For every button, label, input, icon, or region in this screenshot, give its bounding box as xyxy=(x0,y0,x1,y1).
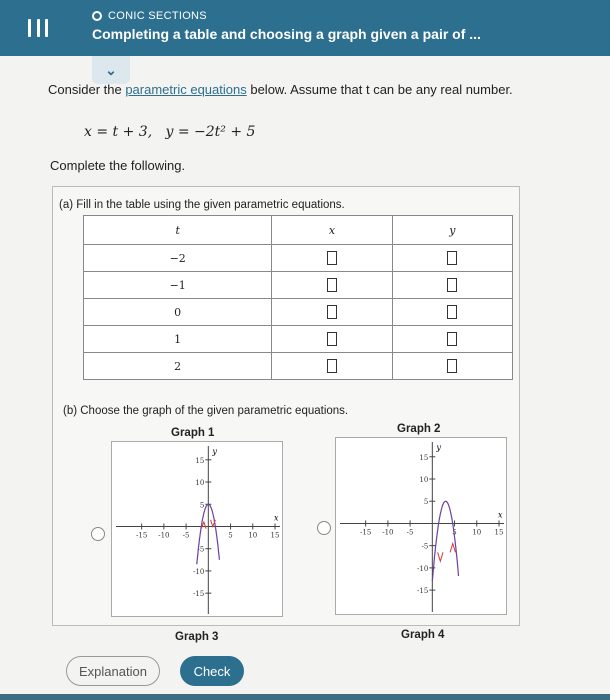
x-answer-input[interactable] xyxy=(327,305,337,319)
x-tick-label: 10 xyxy=(472,528,482,537)
value-table xyxy=(83,215,513,380)
x-axis-label: x xyxy=(274,513,279,523)
y-tick-label: -10 xyxy=(417,564,429,573)
y-answer-cell xyxy=(392,272,512,299)
instruction-text: Complete the following. xyxy=(50,158,186,173)
table-header-0: t xyxy=(84,216,272,245)
top-bar xyxy=(0,0,610,56)
x-answer-cell xyxy=(272,299,392,326)
t-value: 1 xyxy=(84,326,272,353)
x-answer-input[interactable] xyxy=(327,332,337,346)
y-tick-label: 15 xyxy=(419,453,429,462)
y-answer-input[interactable] xyxy=(447,251,457,265)
y-tick-label: 15 xyxy=(195,456,205,465)
y-tick-label: -15 xyxy=(193,590,205,599)
x-tick-label: -15 xyxy=(360,528,372,537)
x-tick-label: 5 xyxy=(228,531,233,540)
y-tick-label: -5 xyxy=(197,545,205,554)
y-tick-label: 5 xyxy=(423,498,429,507)
t-value: −2 xyxy=(84,245,272,272)
y-axis-label: y xyxy=(436,443,441,452)
table-row xyxy=(84,353,513,380)
x-tick-label: -10 xyxy=(382,528,394,537)
x-answer-cell xyxy=(272,326,392,353)
x-tick-label: -5 xyxy=(182,531,190,540)
table-header-2: y xyxy=(392,216,512,245)
x-tick-label: 5 xyxy=(452,528,457,537)
question-box xyxy=(52,186,520,643)
equation-y: y = −2t² + 5 xyxy=(165,124,256,140)
x-answer-input[interactable] xyxy=(327,278,337,292)
y-tick-label: 5 xyxy=(199,501,205,510)
intro-text: Consider the parametric equations below. Assume that t can be any real number. xyxy=(48,82,513,97)
parametric-equations-link[interactable]: parametric equations xyxy=(125,82,247,97)
y-tick-label: 10 xyxy=(419,475,429,484)
check-button[interactable]: Check xyxy=(180,656,244,686)
graph-2 xyxy=(336,438,508,616)
y-answer-input[interactable] xyxy=(447,332,457,346)
x-answer-cell xyxy=(272,353,392,380)
x-answer-cell xyxy=(272,272,392,299)
y-answer-cell xyxy=(392,245,512,272)
y-tick-label: -5 xyxy=(421,542,429,551)
t-value: 0 xyxy=(84,299,272,326)
table-row xyxy=(84,299,513,326)
y-axis-label: y xyxy=(212,447,217,456)
graph-1 xyxy=(112,442,284,618)
part-a-label: (a) Fill in the table using the given parametric equations. xyxy=(59,199,345,211)
y-answer-cell xyxy=(392,299,512,326)
direction-arrow xyxy=(438,552,443,561)
table-row xyxy=(84,245,513,272)
graph-2-frame[interactable] xyxy=(335,437,507,615)
y-answer-input[interactable] xyxy=(447,359,457,373)
table-row xyxy=(84,326,513,353)
x-tick-label: -5 xyxy=(406,528,414,537)
explanation-button[interactable]: Explanation xyxy=(66,656,160,686)
equation xyxy=(84,124,255,140)
table-row xyxy=(84,272,513,299)
part-b-label: (b) Choose the graph of the given parametric equations. xyxy=(63,405,349,417)
graph-2-radio[interactable] xyxy=(317,521,331,535)
x-axis-label: x xyxy=(498,510,503,520)
x-answer-input[interactable] xyxy=(327,251,337,265)
equation-x: x = t + 3, xyxy=(84,124,153,140)
lesson-title: Completing a table and choosing a graph given a pair of ... xyxy=(92,26,481,42)
graph-3-title: Graph 3 xyxy=(175,631,219,643)
x-tick-label: -15 xyxy=(136,531,148,540)
x-tick-label: 10 xyxy=(248,531,258,540)
graph-1-radio[interactable] xyxy=(91,527,105,541)
x-tick-label: 15 xyxy=(270,531,280,540)
progress-circle-icon xyxy=(92,11,102,21)
y-answer-cell xyxy=(392,353,512,380)
graph-2-title: Graph 2 xyxy=(397,423,441,435)
t-value: 2 xyxy=(84,353,272,380)
y-answer-input[interactable] xyxy=(447,278,457,292)
section-label: CONIC SECTIONS xyxy=(92,10,207,22)
graph-4-title: Graph 4 xyxy=(401,629,445,641)
x-answer-cell xyxy=(272,245,392,272)
y-answer-cell xyxy=(392,326,512,353)
collapse-chevron-icon[interactable]: ⌄ xyxy=(92,56,130,84)
y-tick-label: -10 xyxy=(193,567,205,576)
direction-arrow xyxy=(450,543,455,552)
y-answer-input[interactable] xyxy=(447,305,457,319)
graph-1-frame[interactable] xyxy=(111,441,283,617)
t-value: −1 xyxy=(84,272,272,299)
menu-icon[interactable] xyxy=(28,19,48,37)
x-tick-label: -10 xyxy=(158,531,170,540)
bottom-strip xyxy=(0,694,610,700)
x-answer-input[interactable] xyxy=(327,359,337,373)
graph-1-title: Graph 1 xyxy=(171,427,215,439)
curve xyxy=(432,501,458,581)
y-tick-label: 10 xyxy=(195,479,205,488)
table-header-1: x xyxy=(272,216,392,245)
x-tick-label: 15 xyxy=(494,528,504,537)
y-tick-label: -15 xyxy=(417,587,429,596)
